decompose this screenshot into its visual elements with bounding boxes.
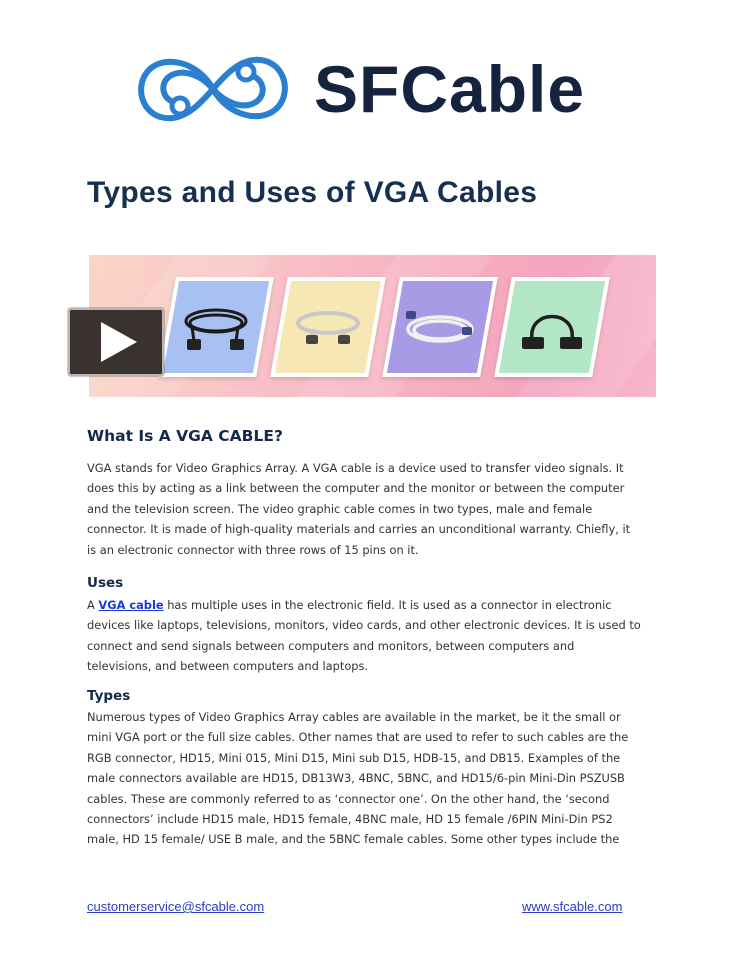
text-line: cables. These are commonly referred to as ‘connector one’. On the other hand, the ‘second	[87, 791, 610, 806]
play-icon	[101, 322, 137, 362]
section-heading-types: Types	[87, 688, 131, 704]
text-line: VGA stands for Video Graphics Array. A VGA cable is a device used to transfer video signals. It	[87, 461, 624, 475]
text-line	[87, 595, 657, 615]
section-heading-what-is-vga: What Is A VGA CABLE?	[87, 427, 283, 445]
uses-paragraph	[87, 595, 657, 677]
vga-cable-link[interactable]: VGA cable	[98, 598, 164, 612]
types-paragraph	[87, 707, 657, 850]
text-line: connect and send signals between computers and monitors, between computers and	[87, 638, 575, 653]
infinity-cable-icon	[128, 46, 298, 132]
vga-cable-image	[402, 299, 478, 355]
sfcable-logo	[128, 44, 618, 134]
text-fragment: has multiple uses in the electronic field. It is used as a connector in electronic	[163, 598, 612, 612]
vga-cable-image	[514, 299, 590, 355]
email-link[interactable]: customerservice@sfcable.com	[87, 899, 265, 914]
card-short-black-vga-cable	[494, 277, 610, 377]
card-grey-vga-cable	[270, 277, 386, 377]
text-line: connectors’ include HD15 male, HD15 female, 4BNC male, HD 15 female /6PIN Mini-Din PS2	[87, 812, 613, 827]
text-line: connector. It is made of high-quality materials and carries an unconditional warranty. Chiefly, it	[87, 522, 631, 537]
text-line: Numerous types of Video Graphics Array cables are available in the market, be it the small or	[87, 710, 621, 724]
website-link[interactable]: www.sfcable.com	[522, 899, 623, 914]
text-line: devices like laptops, televisions, monitors, video cards, and other electronic devices. It is used to	[87, 618, 641, 633]
brand-name: SFCable	[314, 52, 586, 126]
text-fragment: A	[87, 598, 99, 612]
text-line: male connectors available are HD15, DB13W3, 4BNC, 5BNC, and HD15/6-pin Mini-Din PSZUSB	[87, 771, 625, 786]
page-title: Types and Uses of VGA Cables	[87, 176, 538, 209]
vga-cable-image	[290, 299, 366, 355]
card-black-vga-cable	[158, 277, 274, 377]
text-line: male, HD 15 female/ USE B male, and the 5BNC female cables. Some other types include the	[87, 832, 620, 847]
vga-cable-image	[178, 299, 254, 355]
what-is-vga-paragraph	[87, 458, 657, 560]
text-line: is an electronic connector with three rows of 15 pins on it.	[87, 542, 419, 557]
play-video-button[interactable]	[68, 308, 164, 376]
text-line: televisions, and between computers and laptops.	[87, 659, 369, 674]
text-line: and the television screen. The video graphic cable comes in two types, male and female	[87, 501, 593, 516]
banner-image	[89, 255, 656, 397]
text-line: does this by acting as a link between the computer and the monitor or between the computer	[87, 481, 625, 496]
section-heading-uses: Uses	[87, 575, 124, 591]
text-line: RGB connector, HD15, Mini 015, Mini D15, Mini sub D15, HDB-15, and DB15. Examples of the	[87, 750, 621, 765]
text-line: mini VGA port or the full size cables. Other names that are used to refer to such cables are the	[87, 730, 629, 745]
card-white-vga-cable	[382, 277, 498, 377]
